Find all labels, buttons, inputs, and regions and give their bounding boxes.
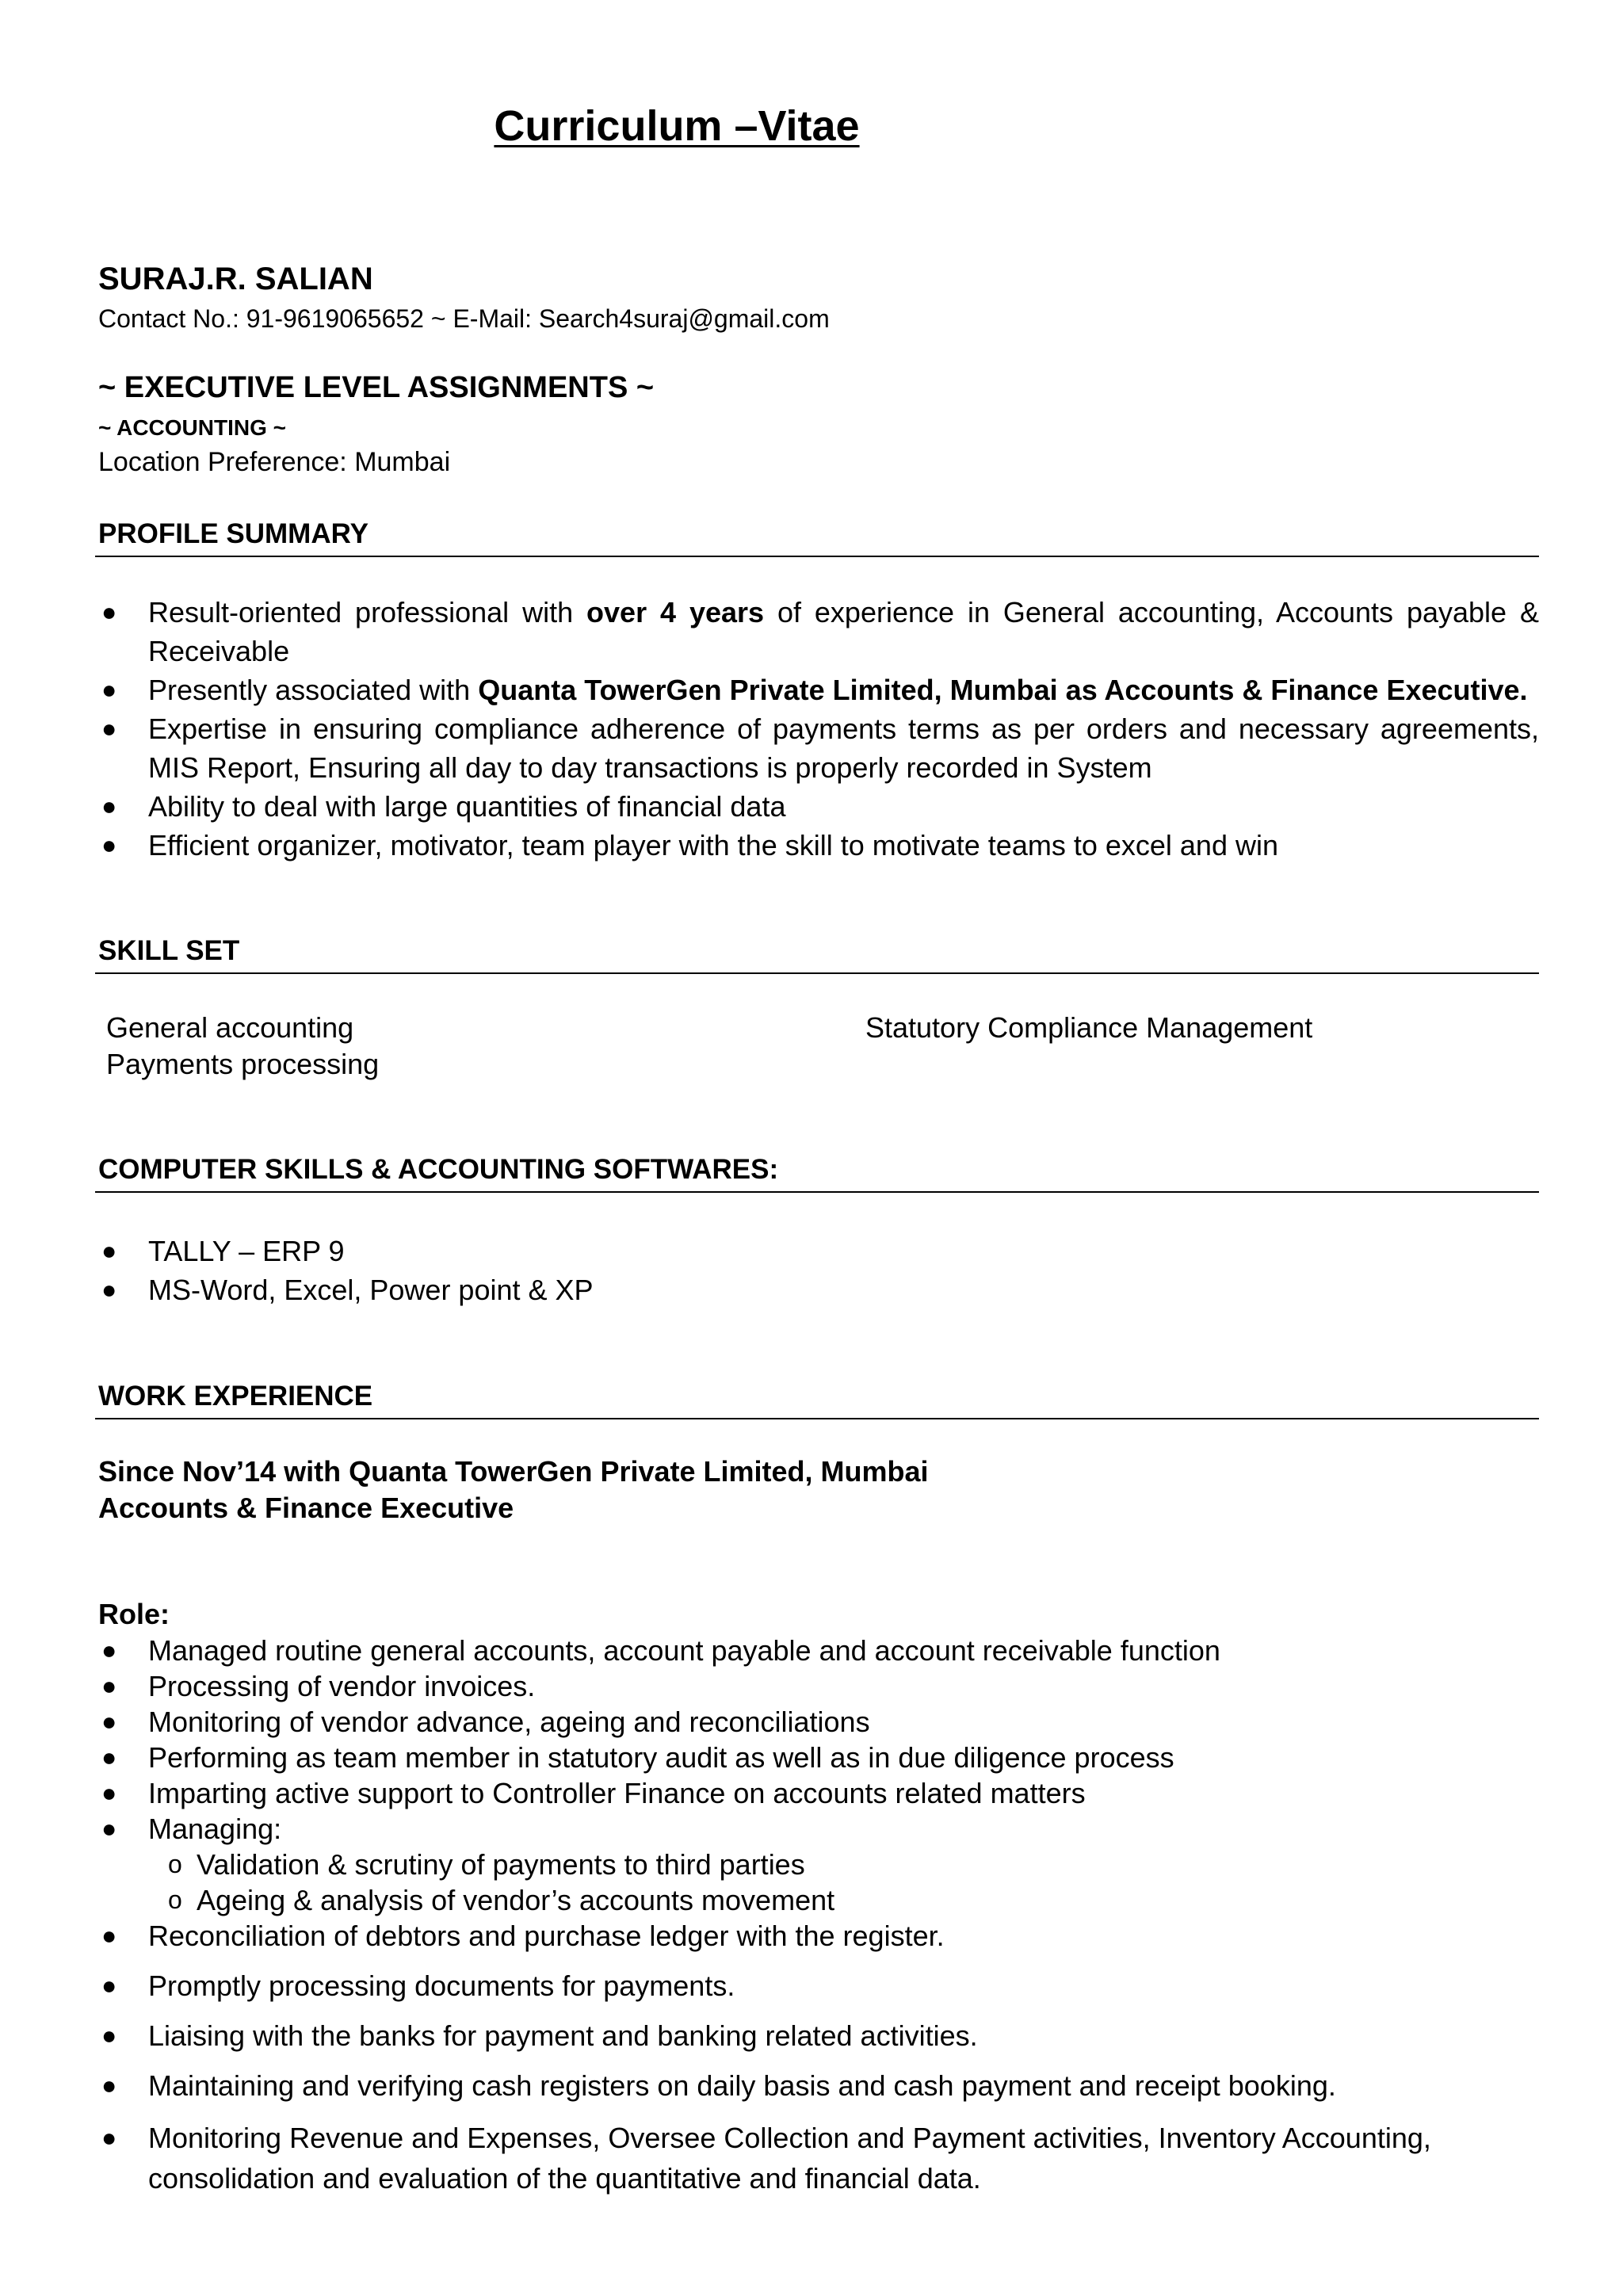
bullet-icon: ● bbox=[101, 831, 117, 859]
bullet-icon: ● bbox=[101, 1814, 117, 1843]
list-item: ● Ability to deal with large quantities of financial data bbox=[98, 787, 1539, 826]
list-item: ● Managing: bbox=[101, 1813, 282, 1845]
sub-list-item: o Validation & scrutiny of payments to third parties bbox=[168, 1848, 805, 1881]
list-item: ● Liaising with the banks for payment and banking related activities. bbox=[101, 2019, 978, 2052]
profile-summary-heading: PROFILE SUMMARY bbox=[98, 518, 369, 549]
work-experience-heading: WORK EXPERIENCE bbox=[98, 1381, 373, 1412]
list-item: ● Result-oriented professional with over 4 years of experience in General accounting, Accounts payable & Receivable bbox=[98, 593, 1539, 670]
list-item: ● Expertise in ensuring compliance adherence of payments terms as per orders and necessary agreements, MIS Report, Ensuring all day to day transactions is properly recorded in System bbox=[98, 709, 1539, 787]
circle-bullet-icon: o bbox=[168, 1850, 182, 1878]
section-divider bbox=[95, 556, 1539, 557]
bullet-icon: ● bbox=[101, 598, 117, 626]
bullet-icon: ● bbox=[101, 1236, 117, 1265]
circle-bullet-icon: o bbox=[168, 1885, 182, 1914]
bullet-icon: ● bbox=[101, 1636, 117, 1664]
computer-skills-heading: COMPUTER SKILLS & ACCOUNTING SOFTWARES: bbox=[98, 1154, 779, 1185]
contact-line: Contact No.: 91-9619065652 ~ E-Mail: Search4suraj@gmail.com bbox=[98, 304, 830, 333]
list-item: ● Promptly processing documents for payments. bbox=[101, 1969, 735, 2002]
domain-heading: ~ ACCOUNTING ~ bbox=[98, 415, 286, 440]
skill-item: General accounting bbox=[106, 1011, 354, 1044]
position-title: Accounts & Finance Executive bbox=[98, 1492, 514, 1524]
bullet-icon: ● bbox=[101, 1671, 117, 1700]
list-item: ● Processing of vendor invoices. bbox=[101, 1670, 536, 1702]
section-divider bbox=[95, 1418, 1539, 1419]
skill-set-heading: SKILL SET bbox=[98, 935, 240, 966]
list-item: ● Efficient organizer, motivator, team player with the skill to motivate teams to excel and win bbox=[98, 826, 1539, 865]
bullet-icon: ● bbox=[101, 1743, 117, 1771]
candidate-name: SURAJ.R. SALIAN bbox=[98, 262, 373, 296]
role-label: Role: bbox=[98, 1598, 170, 1630]
list-item: ● Monitoring of vendor advance, ageing and reconciliations bbox=[101, 1706, 870, 1738]
list-item: ● MS-Word, Excel, Power point & XP bbox=[98, 1270, 1539, 1309]
list-item: ● Reconciliation of debtors and purchase ledger with the register. bbox=[101, 1920, 945, 1952]
section-divider bbox=[95, 972, 1539, 974]
list-item: ● Imparting active support to Controller Finance on accounts related matters bbox=[101, 1777, 1086, 1809]
company-line: Since Nov’14 with Quanta TowerGen Private Limited, Mumbai bbox=[98, 1455, 929, 1488]
list-item: ● Monitoring Revenue and Expenses, Oversee Collection and Payment activities, Inventory Accounting, consolidation and evaluation of the quantitative and financial data. bbox=[98, 2118, 1539, 2199]
bullet-icon: ● bbox=[101, 714, 117, 743]
bullet-icon: ● bbox=[101, 1778, 117, 1807]
list-item: ● TALLY – ERP 9 bbox=[98, 1232, 1539, 1270]
bullet-icon: ● bbox=[101, 1971, 117, 2000]
bullet-icon: ● bbox=[101, 2021, 117, 2050]
bullet-icon: ● bbox=[101, 1275, 117, 1304]
section-divider bbox=[95, 1191, 1539, 1193]
bullet-icon: ● bbox=[101, 2123, 117, 2152]
profile-summary-list bbox=[98, 593, 1539, 865]
list-item: ● Managed routine general accounts, account payable and account receivable function bbox=[101, 1634, 1220, 1667]
bullet-icon: ● bbox=[101, 1707, 117, 1736]
skill-item: Statutory Compliance Management bbox=[865, 1011, 1313, 1044]
bullet-icon: ● bbox=[101, 2071, 117, 2099]
bullet-icon: ● bbox=[101, 1921, 117, 1950]
list-item: ● Performing as team member in statutory audit as well as in due diligence process bbox=[101, 1741, 1174, 1774]
role-list bbox=[98, 1633, 1539, 2199]
bullet-icon: ● bbox=[101, 792, 117, 820]
list-item: ● Maintaining and verifying cash registers on daily basis and cash payment and receipt booking. bbox=[101, 2069, 1336, 2102]
bullet-icon: ● bbox=[101, 675, 117, 704]
location-preference: Location Preference: Mumbai bbox=[98, 447, 451, 477]
list-item: ● Presently associated with Quanta TowerGen Private Limited, Mumbai as Accounts & Finance Executive. bbox=[98, 670, 1539, 709]
skill-item: Payments processing bbox=[106, 1048, 380, 1080]
executive-level-heading: ~ EXECUTIVE LEVEL ASSIGNMENTS ~ bbox=[98, 371, 655, 404]
computer-skills-list bbox=[98, 1232, 1539, 1309]
document-title: Curriculum –Vitae bbox=[494, 102, 860, 150]
sub-list-item: o Ageing & analysis of vendor’s accounts movement bbox=[168, 1884, 835, 1916]
